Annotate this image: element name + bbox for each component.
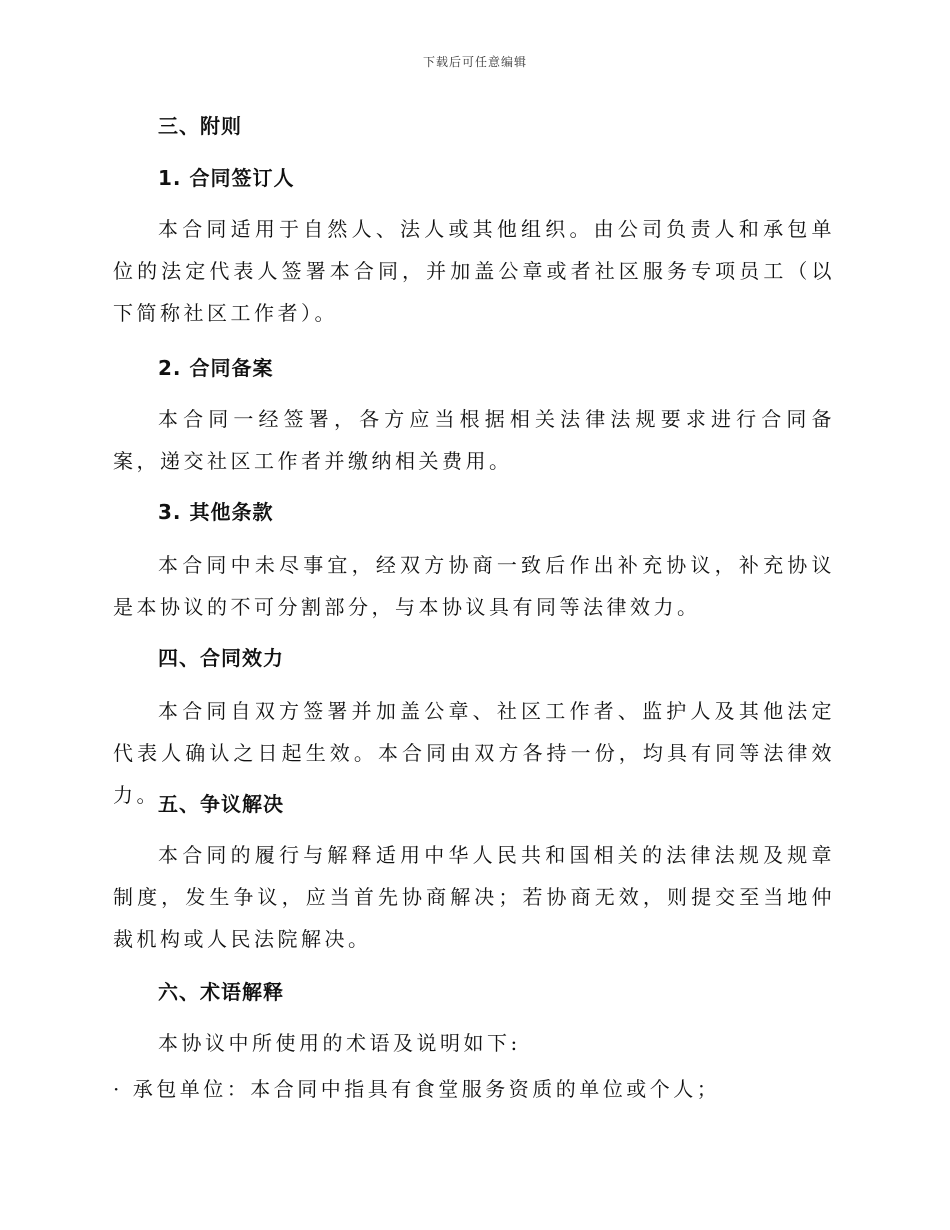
subsection-heading-filing: 2. 合同备案	[158, 356, 274, 380]
paragraph-signatory: 本合同适用于自然人、法人或其他组织。由公司负责人和承包单位的法定代表人签署本合同，并加盖公章或者社区服务专项员工（以下简称社区工作者）。	[113, 217, 835, 325]
subsection-heading-signatory: 1. 合同签订人	[158, 166, 295, 190]
section-heading-dispute: 五、争议解决	[158, 792, 284, 816]
section-heading-validity: 四、合同效力	[158, 646, 284, 670]
list-item-contractor: · 承包单位：本合同中指具有食堂服务资质的单位或个人；	[113, 1077, 721, 1101]
section-heading-terms: 六、术语解释	[158, 980, 284, 1004]
page-header-note: 下载后可任意编辑	[422, 55, 527, 69]
paragraph-filing: 本合同一经签署，各方应当根据相关法律法规要求进行合同备案，递交社区工作者并缴纳相关费用。	[113, 407, 835, 473]
section-heading-appendix: 三、附则	[158, 114, 242, 138]
paragraph-validity: 本合同自双方签署并加盖公章、社区工作者、监护人及其他法定代表人确认之日起生效。本合同由双方各持一份，均具有同等法律效力。	[113, 699, 835, 807]
subsection-heading-other-terms: 3. 其他条款	[158, 500, 274, 524]
paragraph-terms-intro: 本协议中所使用的术语及说明如下:	[158, 1031, 521, 1055]
paragraph-dispute: 本合同的履行与解释适用中华人民共和国相关的法律法规及规章制度，发生争议，应当首先协商解决；若协商无效，则提交至当地仲裁机构或人民法院解决。	[113, 843, 835, 951]
paragraph-other-terms: 本合同中未尽事宜，经双方协商一致后作出补充协议，补充协议是本协议的不可分割部分，与本协议具有同等法律效力。	[113, 553, 835, 619]
